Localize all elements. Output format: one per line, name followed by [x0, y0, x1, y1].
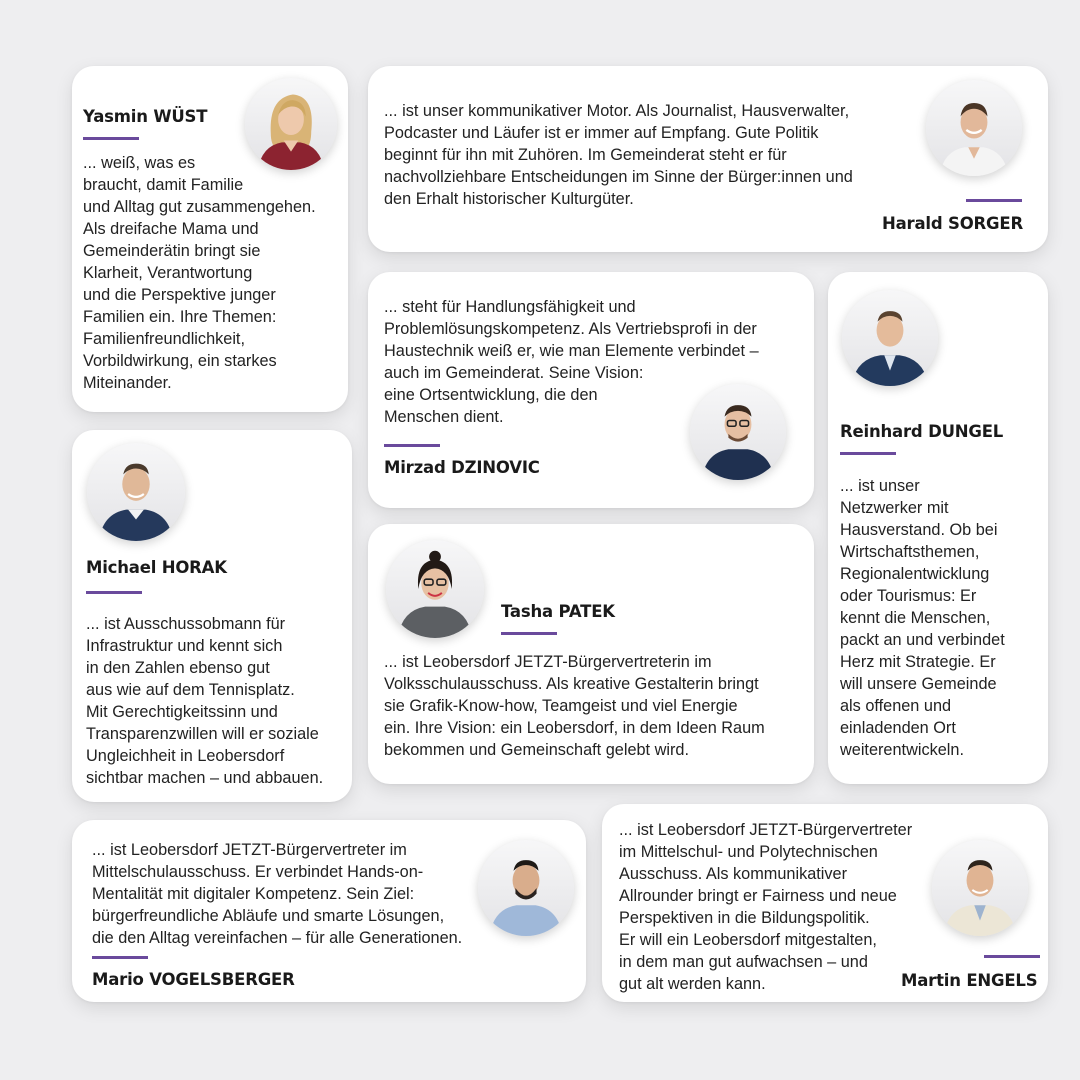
portrait-photo	[932, 840, 1028, 936]
member-card-reinhard-dungel	[828, 272, 1048, 784]
name-underline	[86, 591, 142, 594]
member-description: ... ist Leobersdorf JETZT-Bürgervertreter im Mittelschulausschuss. Er verbindet Hands-on- Mentalität mit digitaler Kompetenz. Sein Ziel: bürgerfreundliche Abläufe und smarte Lösungen, die den Alltag vereinfachen – für alle Generationen.	[92, 841, 463, 947]
member-name: Yasmin WÜST	[83, 107, 208, 126]
member-description: ... ist Leobersdorf JETZT-Bürgervertreter im Mittelschul- und Polytechnischen Ausschuss. Als kommunikativer Allrounder bringt er Fairness und neue Perspektiven in die Bildungspolitik. Er will ein Leobersdorf mitgestalten, in dem man gut aufwachsen – und gut alt werden kann.	[619, 821, 913, 993]
name-underline	[966, 199, 1022, 202]
portrait-man-white-shirt-icon	[926, 80, 1022, 176]
portrait-photo	[87, 443, 185, 541]
portrait-photo	[478, 840, 574, 936]
name-underline	[83, 137, 139, 140]
name-underline	[92, 956, 148, 959]
member-name: Harald SORGER	[882, 214, 1023, 233]
member-description: ... ist unser Netzwerker mit Hausverstand. Ob bei Wirtschaftsthemen, Regionalentwicklung oder Tourismus: Er kennt die Menschen, packt an und verbindet Herz mit Strategie. Er will unsere Gemeinde als offenen und einladenden Ort weiterentwickeln.	[840, 477, 1005, 759]
member-name: Martin ENGELS	[901, 971, 1038, 990]
name-underline	[384, 444, 440, 447]
portrait-photo	[926, 80, 1022, 176]
portrait-photo	[386, 540, 484, 638]
member-card-mirzad-dzinovic	[368, 272, 814, 508]
member-description: ... weiß, was es braucht, damit Familie und Alltag gut zusammengehen. Als dreifache Mama und Gemeinderätin bringt sie Klarheit, Verantwortung und die Perspektive junger Familien ein. Ihre Themen: Familienfreundlichkeit, Vorbildwirkung, ein starkes Miteinander.	[83, 154, 316, 392]
member-name: Mirzad DZINOVIC	[384, 458, 540, 477]
member-card-harald-sorger	[368, 66, 1048, 252]
name-underline	[840, 452, 896, 455]
portrait-man-cardigan-icon	[932, 840, 1028, 936]
member-name: Michael HORAK	[86, 558, 227, 577]
member-card-yasmin-wuest	[72, 66, 348, 412]
portrait-photo	[842, 290, 938, 386]
portrait-man-blue-shirt-icon	[478, 840, 574, 936]
member-card-michael-horak	[72, 430, 352, 802]
portrait-man-sweater-icon	[87, 443, 185, 541]
member-card-mario-vogelsberger	[72, 820, 586, 1002]
member-description: ... steht für Handlungsfähigkeit und Problemlösungskompetenz. Als Vertriebsprofi in der Haustechnik weiß er, wie man Elemente verbindet – auch im Gemeinderat. Seine Vision: eine Ortsentwicklung, die den Menschen dient.	[384, 298, 759, 426]
member-description: ... ist Ausschussobmann für Infrastruktur und kennt sich in den Zahlen ebenso gut aus wie auf dem Tennisplatz. Mit Gerechtigkeitssinn und Transparenzwillen will er soziale Ungleichheit in Leobersdorf sichtbar machen – und abbauen.	[86, 615, 324, 787]
member-description: ... ist unser kommunikativer Motor. Als Journalist, Hausverwalter, Podcaster und Läufer ist er immer auf Empfang. Gute Politik beginnt für ihn mit Zuhören. Im Gemeinderat steht er für nachvollziehbare Entscheidungen im Sinne der Bürger:innen und den Erhalt historischer Kulturgüter.	[384, 102, 853, 208]
member-description: ... ist Leobersdorf JETZT-Bürgervertreterin im Volksschulausschuss. Als kreative Gestalterin bringt sie Grafik-Know-how, Teamgeist und viel Energie ein. Ihre Vision: ein Leobersdorf, in dem Ideen Raum bekommen und Gemeinschaft gelebt wird.	[384, 653, 765, 759]
portrait-photo	[690, 384, 786, 480]
portrait-woman-glasses-icon	[386, 540, 484, 638]
member-name: Tasha PATEK	[501, 602, 615, 621]
member-name: Reinhard DUNGEL	[840, 422, 1004, 441]
portrait-man-blazer-icon	[842, 290, 938, 386]
member-card-martin-engels	[602, 804, 1048, 1002]
name-underline	[984, 955, 1040, 958]
member-name: Mario VOGELSBERGER	[92, 970, 295, 989]
member-card-tasha-patek	[368, 524, 814, 784]
portrait-man-glasses-icon	[690, 384, 786, 480]
name-underline	[501, 632, 557, 635]
